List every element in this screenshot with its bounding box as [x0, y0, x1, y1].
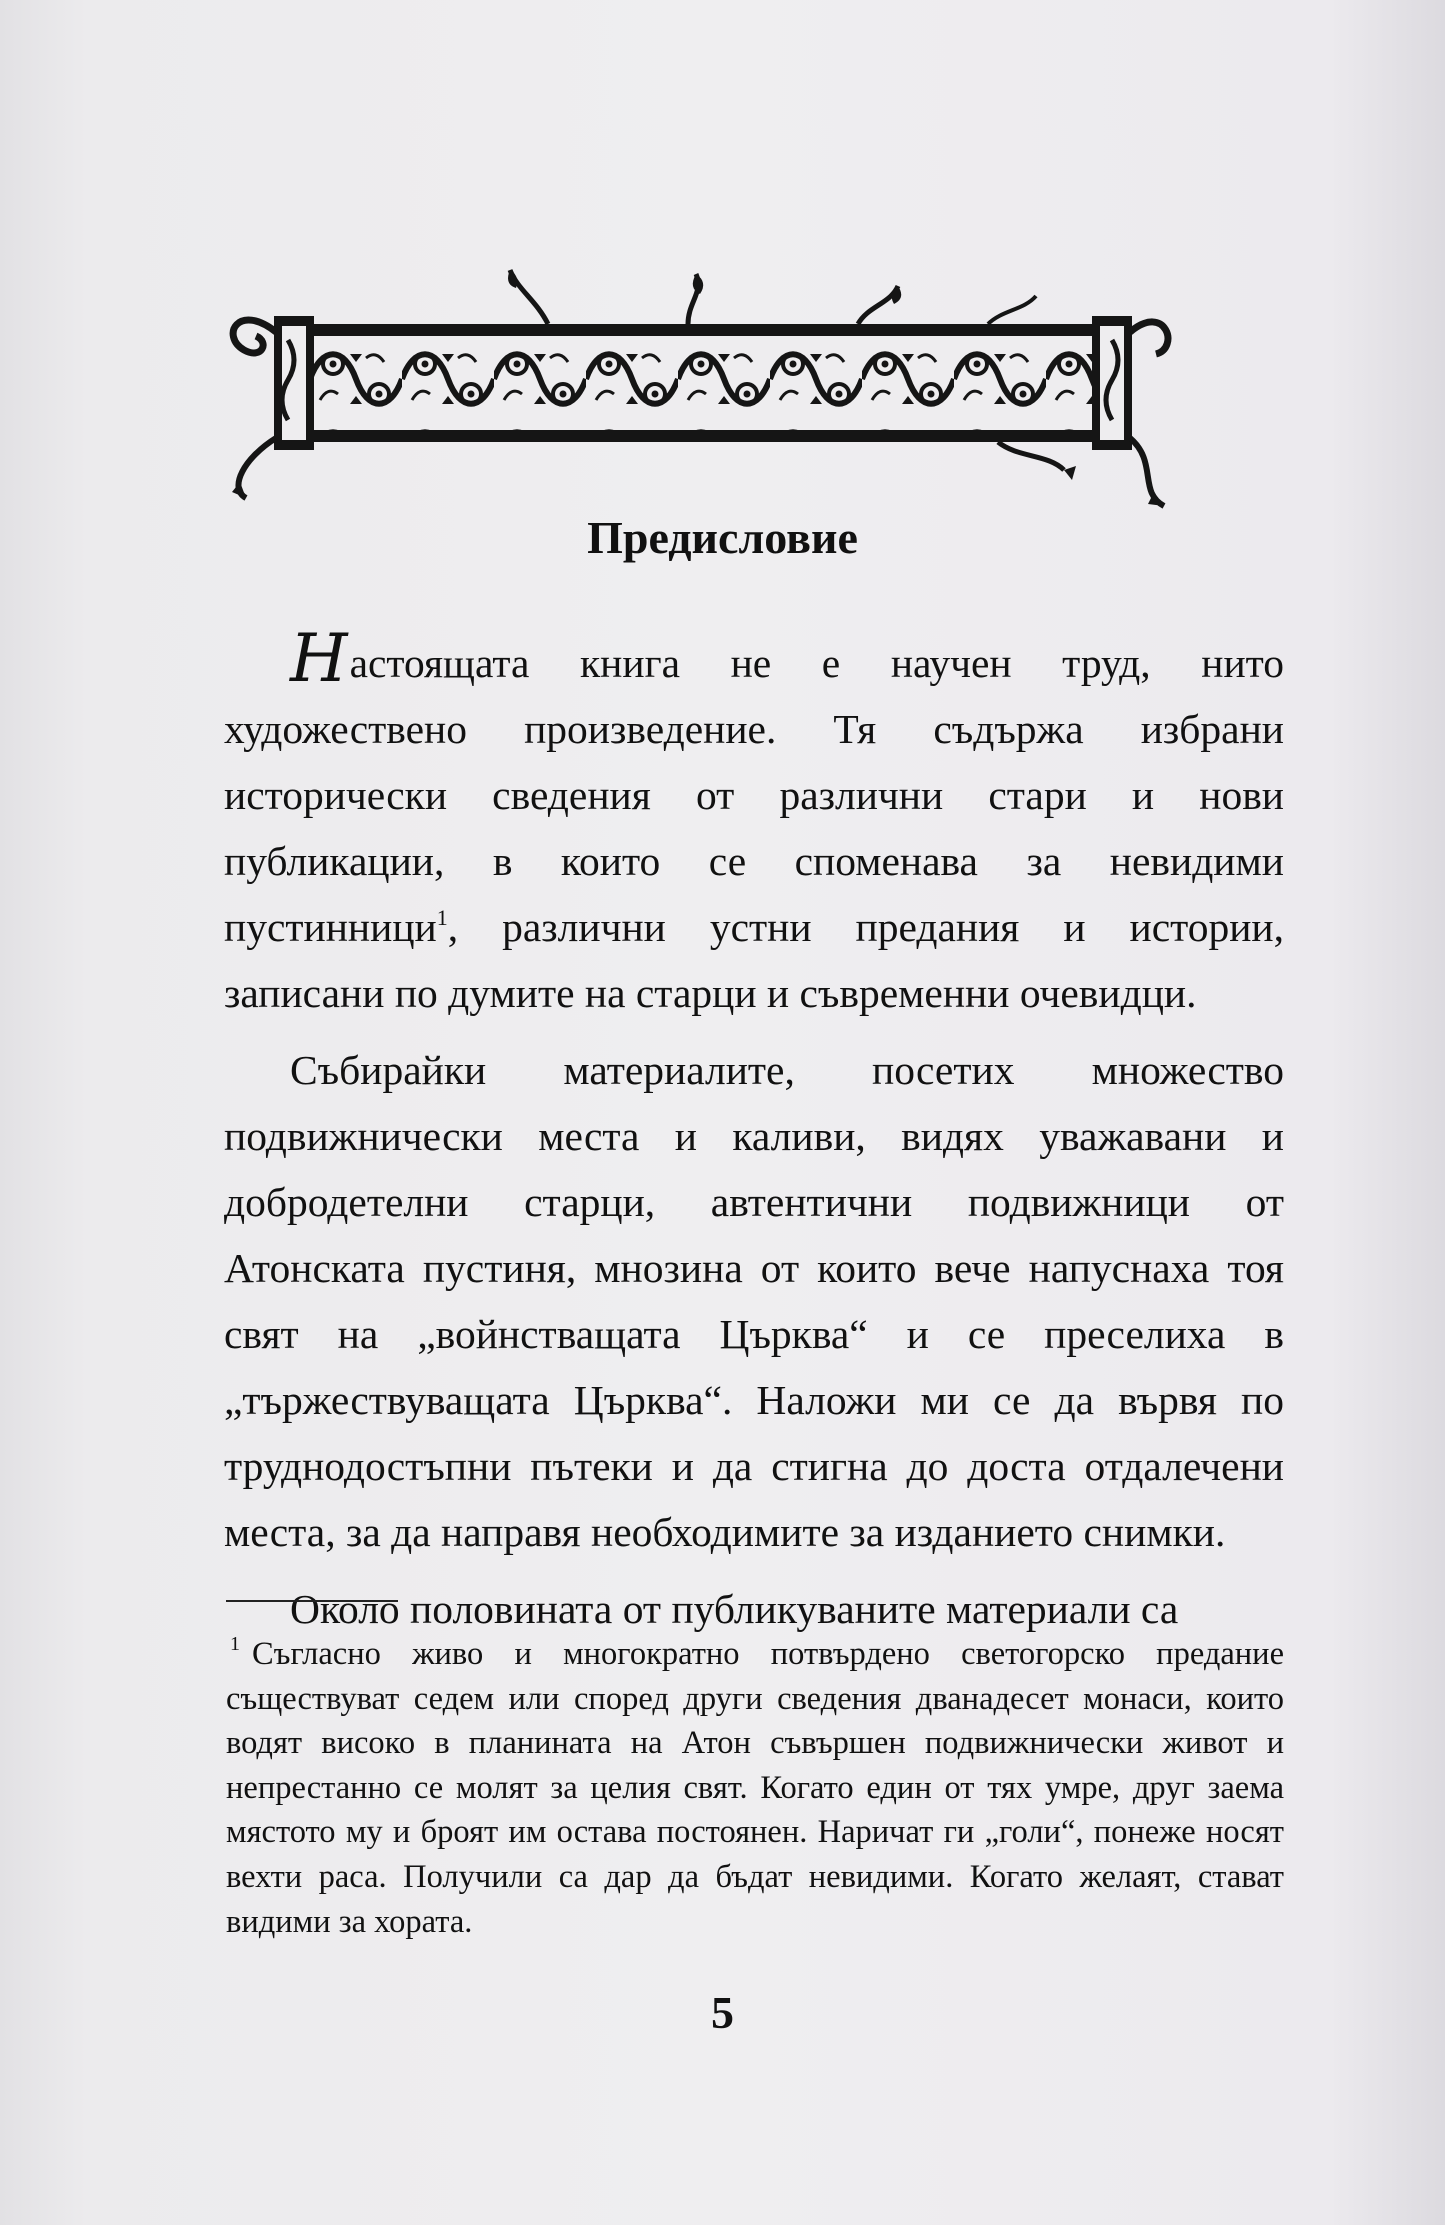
paragraph: [224, 620, 1284, 1026]
footnote-text: Съгласно живо и многократно потвърдено светогорско предание съществуват седем или според други сведения дванадесет монаси, които водят високо в планината на Атон съвършен подвижнически живот и непрестанно се молят за целия свят. Когато един от тях умре, друг заема мястото му и броят им остава постоянен. Наричат ги „голи“, понеже носят вехти раса. Получили са дар да бъдат невидими. Когато желаят, стават видими за хората.: [226, 1636, 1284, 1940]
footnote: [226, 1622, 1284, 1944]
drop-cap: Н: [290, 620, 348, 697]
paragraph: Около половината от публикуваните материали са: [290, 1586, 1179, 1632]
foliate-scroll-headpiece-icon: [218, 262, 1178, 512]
chapter-title: Предисловие: [587, 512, 858, 563]
paragraph: Събирайки материалите, посетих множество подвижнически места и каливи, видях уважавани и добродетелни старци, автентични подвижници от Атонската пустиня, мнозина от които вече напуснаха тоя свят на „войнстващата Църква“ и се преселиха в „тържествуващата Църква“. Наложи ми се да вървя по труднодостъпни пътеки и да стигна до доста отдалечени места, за да направя необходимите за изданието снимки.: [224, 1047, 1284, 1555]
page-number: 5: [711, 1987, 734, 2038]
paragraph-text: астоящата книга не е научен труд, нито художествено произведение. Тя съдържа избрани исторически сведения от различни стари и нови публикации, в които се споменава за невидими пустинници: [224, 640, 1284, 950]
paragraph-text: , различни устни предания и истории, записани по думите на старци и съвременни очевидци.: [224, 904, 1284, 1016]
footnote-reference[interactable]: 1: [436, 905, 448, 930]
main-text: [224, 620, 1284, 1653]
footnote-separator: [226, 1600, 398, 1602]
footnote-mark: 1: [230, 1633, 240, 1655]
